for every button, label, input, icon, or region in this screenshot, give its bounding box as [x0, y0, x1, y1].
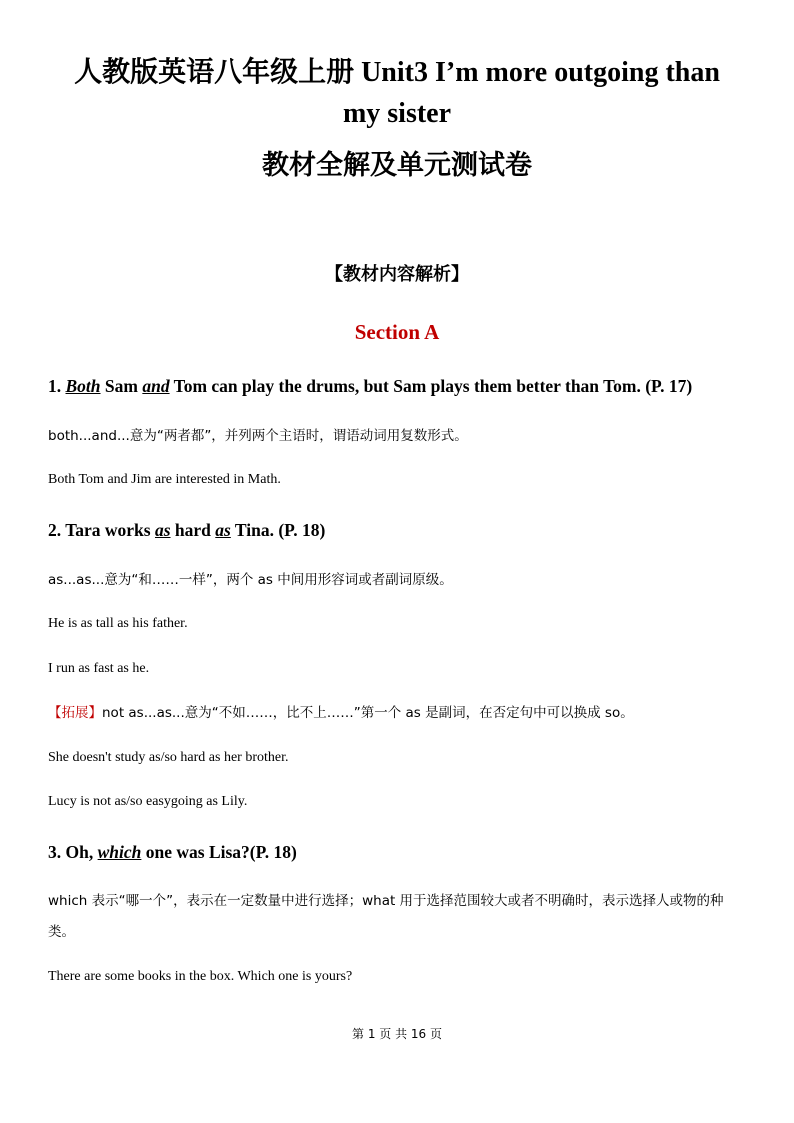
document-subtitle: 教材全解及单元测试卷: [262, 150, 532, 181]
item-3-explanation: which 表示“哪一个”，表示在一定数量中进行选择；what 用于选择范围较大或者不明确时，表示选择人或物的种类。: [48, 893, 724, 940]
item-3-question: 3. Oh, which one was Lisa?(P. 18): [48, 842, 297, 862]
key-word: as: [154, 520, 171, 540]
item-1-example: Both Tom and Jim are interested in Math.: [48, 472, 281, 487]
item-2-explanation: as...as...意为“和……一样”，两个 as 中间用形容词或者副词原级。: [48, 572, 453, 588]
extension-tag: 【拓展】: [48, 705, 102, 721]
item-2-ext-example-2: Lucy is not as/so easygoing as Lily.: [48, 794, 248, 809]
key-word: and: [142, 376, 170, 396]
key-word: as: [215, 520, 231, 540]
item-2-example-1: He is as tall as his father.: [48, 616, 188, 631]
section-heading: Section A: [354, 320, 440, 344]
document-title: [40, 52, 754, 134]
title-line-2: my sister: [342, 98, 452, 129]
item-2-extension: 【拓展】not as...as...意为“不如……，比不上……”第一个 as 是副词，在否定句中可以换成 so。: [48, 705, 634, 721]
item-1-explanation: both...and...意为“两者都”，并列两个主语时，谓语动词用复数形式。: [48, 428, 468, 444]
key-word: which: [97, 842, 142, 862]
title-line-1: 人教版英语八年级上册 Unit3 I’m more outgoing than: [74, 57, 720, 88]
key-word: Both: [65, 376, 101, 396]
item-2-example-2: I run as fast as he.: [48, 661, 150, 676]
item-3-example: There are some books in the box. Which one is yours?: [48, 969, 353, 984]
page-number: 第 1 页 共 16 页: [352, 1027, 442, 1041]
item-1-question: 1. Both Sam and Tom can play the drums, but Sam plays them better than Tom. (P. 17): [48, 376, 693, 396]
item-2-ext-example-1: She doesn't study as/so hard as her brother.: [48, 750, 289, 765]
content-analysis-heading: 【教材内容解析】: [325, 264, 469, 285]
item-2-question: 2. Tara works as hard as Tina. (P. 18): [48, 520, 326, 540]
